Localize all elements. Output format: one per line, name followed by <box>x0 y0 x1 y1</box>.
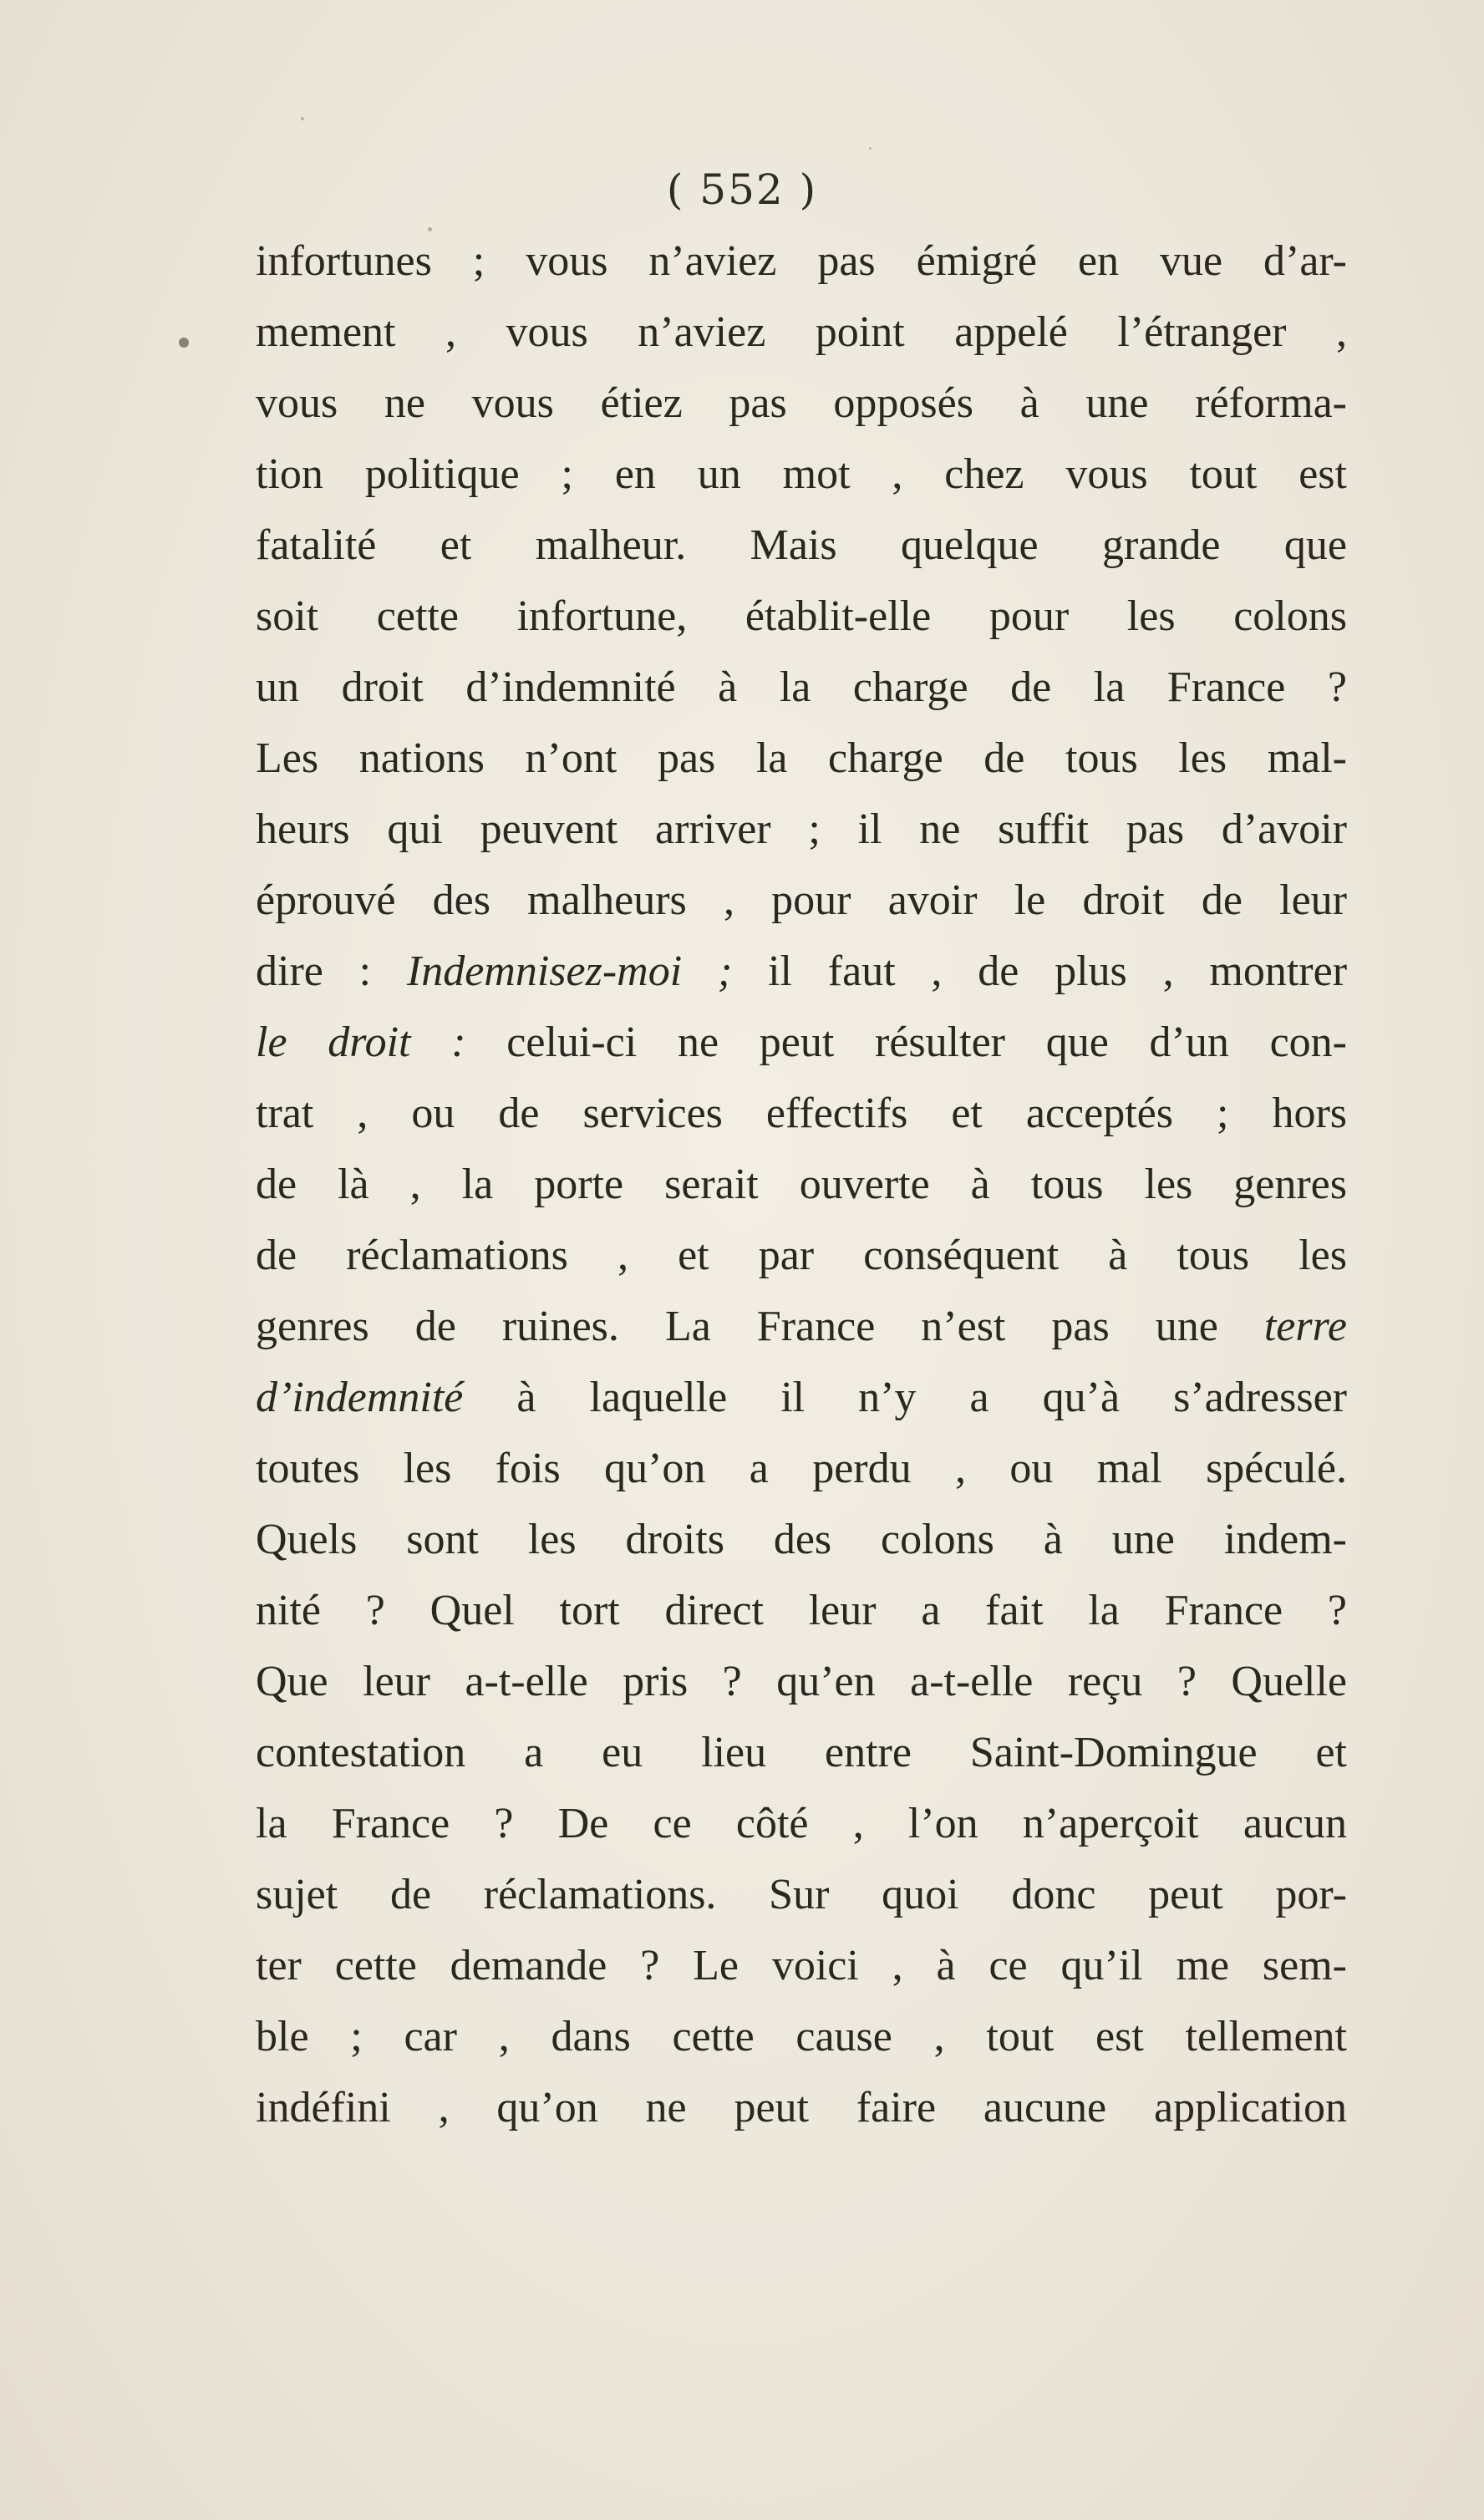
text-line: de là , la porte serait ouverte à tous les genres <box>256 1161 1347 1208</box>
text-line <box>256 1007 1347 1078</box>
paper-speck <box>869 147 872 150</box>
text-line: heurs qui peuvent arriver ; il ne suffit pas d’avoir <box>256 805 1347 853</box>
text-line: trat , ou de services effectifs et acceptés ; hors <box>256 1090 1347 1137</box>
body-text <box>256 226 1347 2143</box>
text-line <box>256 1291 1347 1362</box>
text-segment: genres de ruines. La France n’est pas une <box>256 1303 1264 1350</box>
text-line: mement , vous n’aviez point appelé l’étranger , <box>256 308 1347 356</box>
text-line: sujet de réclamations. Sur quoi donc peut por- <box>256 1871 1347 1918</box>
text-line <box>256 1362 1347 1433</box>
text-segment: celui-ci ne peut résulter que d’un con- <box>465 1019 1347 1066</box>
text-line: Les nations n’ont pas la charge de tous les mal- <box>256 734 1347 782</box>
text-line: contestation a eu lieu entre Saint-Domingue et <box>256 1729 1347 1776</box>
text-line: vous ne vous étiez pas opposés à une réforma- <box>256 379 1347 427</box>
text-segment: il faut , de plus , montrer <box>732 948 1347 995</box>
italic-text: Indemnisez-moi ; <box>406 948 733 995</box>
text-line: de réclamations , et par conséquent à tous les <box>256 1232 1347 1279</box>
text-line: ble ; car , dans cette cause , tout est tellement <box>256 2013 1347 2060</box>
italic-text: d’indemnité <box>256 1374 464 1421</box>
italic-text: le droit : <box>256 1019 466 1066</box>
paper-speck <box>428 227 432 231</box>
text-line: Quels sont les droits des colons à une indem- <box>256 1516 1347 1563</box>
paper-speck <box>179 338 189 348</box>
text-segment: à laquelle il n’y a qu’à s’adresser <box>463 1374 1347 1421</box>
text-line: ter cette demande ? Le voici , à ce qu’il me sem- <box>256 1942 1347 1989</box>
text-line: nité ? Quel tort direct leur a fait la France ? <box>256 1587 1347 1634</box>
text-segment: dire : <box>256 948 407 995</box>
text-line: la France ? De ce côté , l’on n’aperçoit aucun <box>256 1800 1347 1847</box>
text-line: Que leur a-t-elle pris ? qu’en a-t-elle reçu ? Quelle <box>256 1658 1347 1705</box>
text-line <box>256 936 1347 1007</box>
text-line: indéfini , qu’on ne peut faire aucune application <box>256 2084 1347 2131</box>
text-line: éprouvé des malheurs , pour avoir le droit de leur <box>256 876 1347 924</box>
text-line: infortunes ; vous n’aviez pas émigré en vue d’ar- <box>256 237 1347 285</box>
text-line: toutes les fois qu’on a perdu , ou mal spéculé. <box>256 1445 1347 1492</box>
paper-speck <box>301 117 304 120</box>
text-line: tion politique ; en un mot , chez vous tout est <box>256 450 1347 498</box>
italic-text: terre <box>1263 1303 1347 1350</box>
page-number: ( 552 ) <box>666 165 818 214</box>
text-line: soit cette infortune, établit-elle pour les colons <box>256 592 1347 640</box>
text-line: un droit d’indemnité à la charge de la France ? <box>256 663 1347 711</box>
text-line: fatalité et malheur. Mais quelque grande que <box>256 521 1347 569</box>
